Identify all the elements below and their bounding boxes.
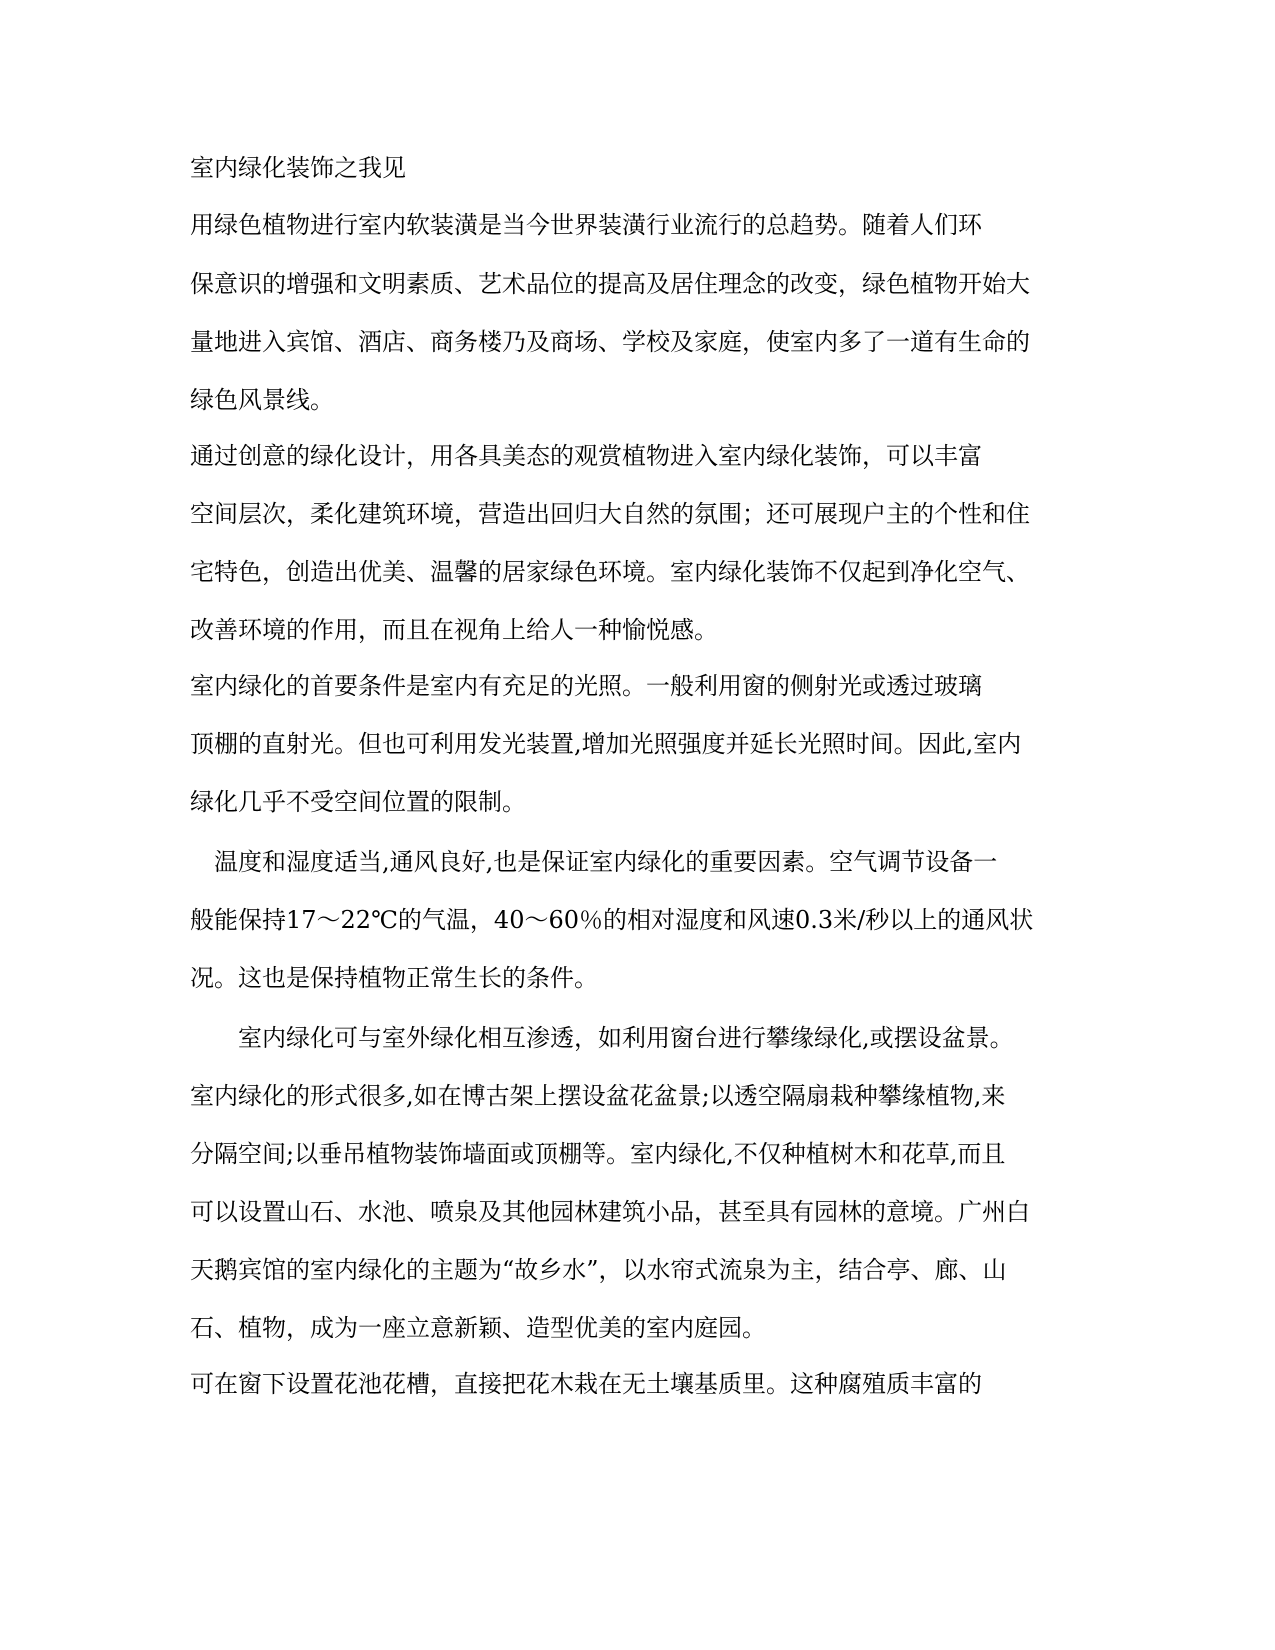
paragraph-4-line-1: 温度和湿度适当,通风良好,也是保证室内绿化的重要因素。空气调节设备一 <box>214 848 998 876</box>
paragraph-4-line-2: 般能保持17～22℃的气温，40～60％的相对湿度和风速0.3米/秒以上的通风状 <box>190 906 1034 934</box>
paragraph-5-line-2: 室内绿化的形式很多,如在博古架上摆设盆花盆景;以透空隔扇栽种攀缘植物,来 <box>190 1082 1006 1110</box>
paragraph-2-line-1: 通过创意的绿化设计，用各具美态的观赏植物进入室内绿化装饰，可以丰富 <box>190 442 982 470</box>
paragraph-4-line-3: 况。这也是保持植物正常生长的条件。 <box>190 964 598 992</box>
paragraph-5-line-5: 天鹅宾馆的室内绿化的主题为“故乡水”，以水帘式流泉为主，结合亭、廊、山 <box>190 1256 1007 1284</box>
paragraph-1-line-2: 保意识的增强和文明素质、艺术品位的提高及居住理念的改变，绿色植物开始大 <box>190 270 1030 298</box>
paragraph-2-line-2: 空间层次，柔化建筑环境，营造出回归大自然的氛围；还可展现户主的个性和住 <box>190 500 1030 528</box>
paragraph-5-line-1: 室内绿化可与室外绿化相互渗透，如利用窗台进行攀缘绿化,或摆设盆景。 <box>238 1024 1014 1052</box>
paragraph-6-line-1: 可在窗下设置花池花槽，直接把花木栽在无土壤基质里。这种腐殖质丰富的 <box>190 1370 982 1398</box>
document-title: 室内绿化装饰之我见 <box>190 154 406 182</box>
paragraph-3-line-2: 顶棚的直射光。但也可利用发光装置,增加光照强度并延长光照时间。因此,室内 <box>190 730 1022 758</box>
paragraph-1-line-4: 绿色风景线。 <box>190 386 334 414</box>
paragraph-1-line-1: 用绿色植物进行室内软装潢是当今世界装潢行业流行的总趋势。随着人们环 <box>190 211 982 239</box>
paragraph-2-line-4: 改善环境的作用，而且在视角上给人一种愉悦感。 <box>190 616 718 644</box>
paragraph-1-line-3: 量地进入宾馆、酒店、商务楼乃及商场、学校及家庭，使室内多了一道有生命的 <box>190 328 1030 356</box>
paragraph-2-line-3: 宅特色，创造出优美、温馨的居家绿色环境。室内绿化装饰不仅起到净化空气、 <box>190 558 1030 586</box>
paragraph-3-line-1: 室内绿化的首要条件是室内有充足的光照。一般利用窗的侧射光或透过玻璃 <box>190 672 982 700</box>
paragraph-5-line-4: 可以设置山石、水池、喷泉及其他园林建筑小品，甚至具有园林的意境。广州白 <box>190 1198 1030 1226</box>
paragraph-5-line-3: 分隔空间;以垂吊植物装饰墙面或顶棚等。室内绿化,不仅种植树木和花草,而且 <box>190 1140 1006 1168</box>
paragraph-5-line-6: 石、植物，成为一座立意新颖、造型优美的室内庭园。 <box>190 1314 766 1342</box>
paragraph-3-line-3: 绿化几乎不受空间位置的限制。 <box>190 788 526 816</box>
